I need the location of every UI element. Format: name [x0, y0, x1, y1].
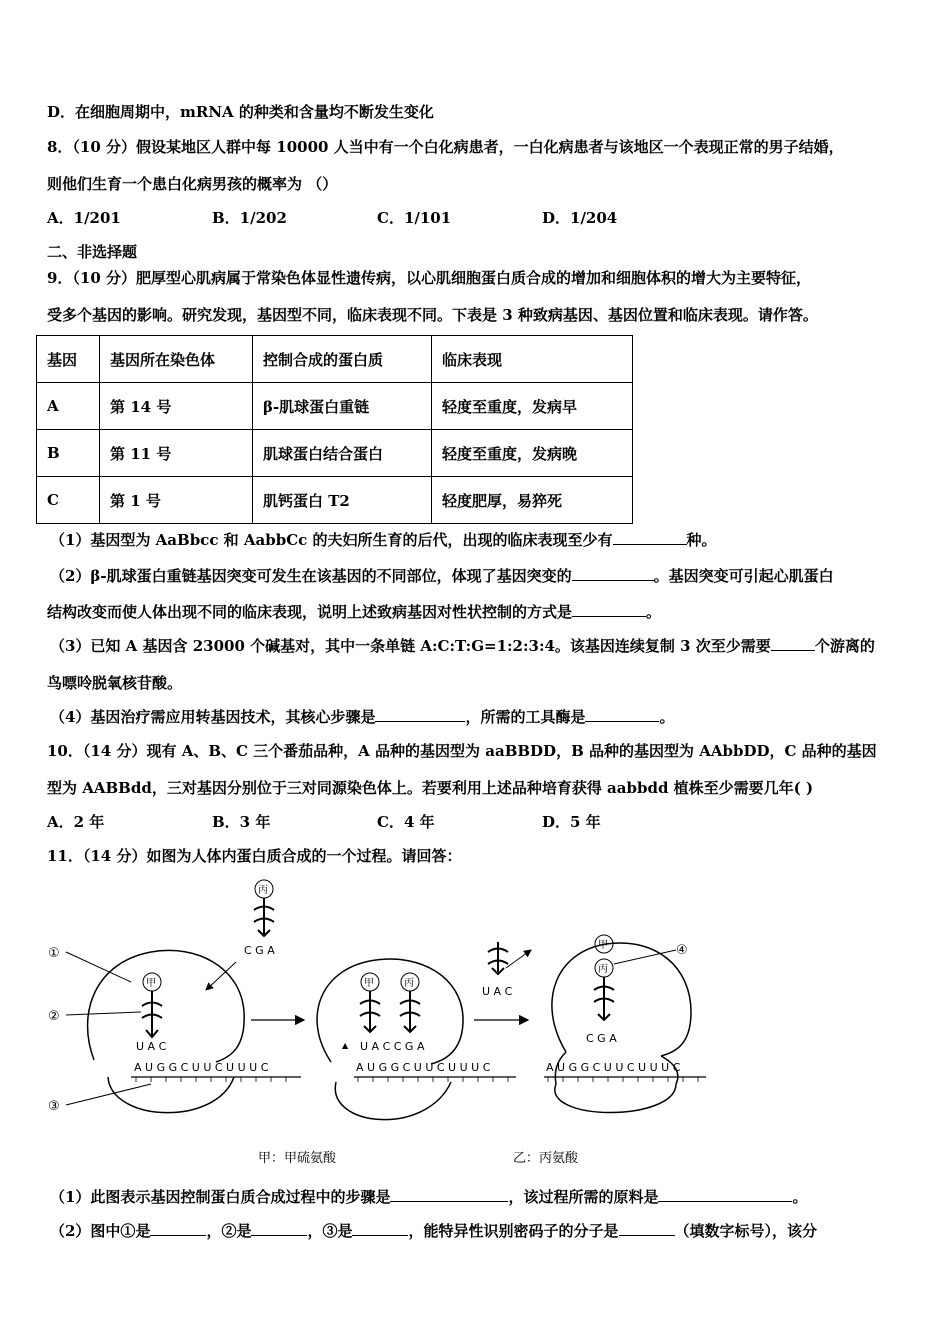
- trna-icon: [488, 942, 508, 974]
- table-cell: 轻度至重度，发病早: [432, 383, 633, 430]
- trna-icon: [254, 898, 274, 936]
- q9-sub2-line1: （2）β-肌球蛋白重链基因突变可发生在该基因的不同部位，体现了基因突变的 。基因突变可引起心肌蛋白: [50, 567, 834, 585]
- table-cell: C: [37, 477, 100, 524]
- mrna-seq-2: A U G G C U U C U U U C: [356, 1061, 491, 1074]
- q10-stem-line2: 型为 AABBdd，三对基因分别位于三对同源染色体上。若要利用上述品种培育获得 aabbdd 植株至少需要几年( ): [47, 779, 814, 797]
- section-heading-nonchoice: 二、非选择题: [47, 243, 138, 261]
- answer-blank[interactable]: [150, 1221, 206, 1236]
- legend-yi: 乙：丙氨酸: [513, 1151, 579, 1166]
- q8-option-b: B．1/202: [212, 209, 287, 227]
- trna-icon: [400, 991, 420, 1032]
- q9-sub3-line2: 鸟嘌呤脱氧核苷酸。: [47, 674, 183, 692]
- answer-blank[interactable]: [352, 1221, 408, 1236]
- label-4: ④: [676, 943, 688, 958]
- answer-blank[interactable]: [572, 566, 654, 581]
- anticodon-cga-3: C G A: [586, 1032, 617, 1045]
- table-cell: 肌钙蛋白 T2: [253, 477, 432, 524]
- svg-text:丙: 丙: [598, 964, 608, 975]
- anticodon-cga-free: C G A: [244, 944, 275, 957]
- table-header-cell: 控制合成的蛋白质: [253, 336, 432, 383]
- q11-sub2: （2）图中①是 ，②是 ，③是 ，能特异性识别密码子的分子是 （填数字标号），该分: [50, 1222, 818, 1240]
- q10-option-a: A．2 年: [47, 813, 105, 831]
- table-cell: 轻度肥厚，易猝死: [432, 477, 633, 524]
- q11-stem: 11．（14 分）如图为人体内蛋白质合成的一个过程。请回答：: [47, 847, 462, 865]
- trna-icon: [360, 991, 380, 1032]
- q9-sub2-line2: 结构改变而使人体出现不同的临床表现，说明上述致病基因对性状控制的方式是 。: [47, 603, 662, 621]
- q9-stem-line2: 受多个基因的影响。研究发现，基因型不同，临床表现不同。下表是 3 种致病基因、基因位置和临床表现。请作答。: [47, 306, 818, 324]
- ribosome-2-bottom: [335, 1082, 451, 1120]
- answer-blank[interactable]: [390, 1187, 508, 1202]
- q11-sub1: （1）此图表示基因控制蛋白质合成过程中的步骤是 ，该过程所需的原料是 。: [50, 1188, 808, 1206]
- q8-option-c: C．1/101: [377, 209, 452, 227]
- table-cell: 肌球蛋白结合蛋白: [253, 430, 432, 477]
- ribosome-3-bottom: [555, 1084, 676, 1113]
- answer-blank[interactable]: [585, 707, 659, 722]
- answer-blank[interactable]: [613, 530, 687, 545]
- legend-jia: 甲：甲硫氨酸: [258, 1151, 337, 1166]
- table-cell: 轻度至重度，发病晚: [432, 430, 633, 477]
- table-row: [37, 383, 633, 430]
- q10-option-b: B．3 年: [212, 813, 271, 831]
- answer-blank[interactable]: [658, 1187, 792, 1202]
- table-cell: A: [37, 383, 100, 430]
- ribosome-3-outline: [552, 943, 691, 1056]
- q8-option-a: A．1/201: [47, 209, 121, 227]
- svg-text:丙: 丙: [258, 885, 268, 896]
- table-row: [37, 477, 633, 524]
- answer-blank[interactable]: [619, 1221, 675, 1236]
- answer-blank[interactable]: [251, 1221, 307, 1236]
- table-header-cell: 临床表现: [432, 336, 633, 383]
- q9-sub4: （4）基因治疗需应用转基因技术，其核心步骤是 ，所需的工具酶是 。: [50, 708, 675, 726]
- translation-diagram: [36, 872, 716, 1177]
- ribosome-1-bottom: [108, 1077, 234, 1113]
- svg-text:甲: 甲: [146, 978, 156, 989]
- table-header-row: [37, 336, 633, 383]
- q7-option-d: D．在细胞周期中，mRNA 的种类和含量均不断发生变化: [47, 103, 434, 121]
- svg-text:甲: 甲: [598, 940, 608, 951]
- table-cell: β-肌球蛋白重链: [253, 383, 432, 430]
- answer-blank[interactable]: [375, 707, 465, 722]
- q9-stem-line1: 9．（10 分）肥厚型心肌病属于常染色体显性遗传病，以心肌细胞蛋白质合成的增加和细胞体积的增大为主要特征，: [47, 269, 812, 287]
- label-3: ③: [48, 1099, 60, 1114]
- table-cell: 第 14 号: [100, 383, 253, 430]
- table-row: [37, 430, 633, 477]
- svg-text:▲: ▲: [342, 1041, 349, 1050]
- q9-sub3-line1: （3）已知 A 基因含 23000 个碱基对，其中一条单链 A:C:T:G=1:2:3:4。该基因连续复制 3 次至少需要 个游离的: [50, 637, 875, 655]
- answer-blank[interactable]: [771, 636, 815, 651]
- mrna-seq-3: A U G G C U U C U U U C: [546, 1061, 681, 1074]
- anticodon-uac-free: U A C: [482, 985, 513, 998]
- anticodon-uaccga: U A C C G A: [360, 1040, 425, 1053]
- trna-icon: [594, 977, 614, 1020]
- q8-stem-line2: 则他们生育一个患白化病男孩的概率为 （）: [47, 175, 338, 193]
- q8-option-d: D．1/204: [542, 209, 618, 227]
- table-cell: 第 1 号: [100, 477, 253, 524]
- svg-text:丙: 丙: [404, 978, 414, 989]
- label-1: ①: [48, 946, 60, 961]
- table-cell: 第 11 号: [100, 430, 253, 477]
- trna-icon: [142, 991, 162, 1037]
- gene-table: [36, 335, 633, 524]
- q10-option-c: C．4 年: [377, 813, 435, 831]
- q9-sub1: （1）基因型为 AaBbcc 和 AabbCc 的夫妇所生育的后代，出现的临床表现至少有 种。: [50, 531, 717, 549]
- anticodon-uac-1: U A C: [136, 1040, 167, 1053]
- mrna-ticks-1: [136, 1077, 286, 1082]
- table-cell: B: [37, 430, 100, 477]
- svg-text:甲: 甲: [364, 978, 374, 989]
- label-2: ②: [48, 1009, 60, 1024]
- q10-stem-line1: 10．（14 分）现有 A、B、C 三个番茄品种，A 品种的基因型为 aaBBDD，B 品种的基因型为 AAbbDD，C 品种的基因: [47, 742, 877, 760]
- answer-blank[interactable]: [572, 602, 646, 617]
- q10-option-d: D．5 年: [542, 813, 601, 831]
- mrna-seq-1: A U G G C U U C U U U C: [134, 1061, 269, 1074]
- table-header-cell: 基因: [37, 336, 100, 383]
- table-header-cell: 基因所在染色体: [100, 336, 253, 383]
- q8-stem-line1: 8．（10 分）假设某地区人群中每 10000 人当中有一个白化病患者，一白化病患者与该地区一个表现正常的男子结婚，: [47, 138, 844, 156]
